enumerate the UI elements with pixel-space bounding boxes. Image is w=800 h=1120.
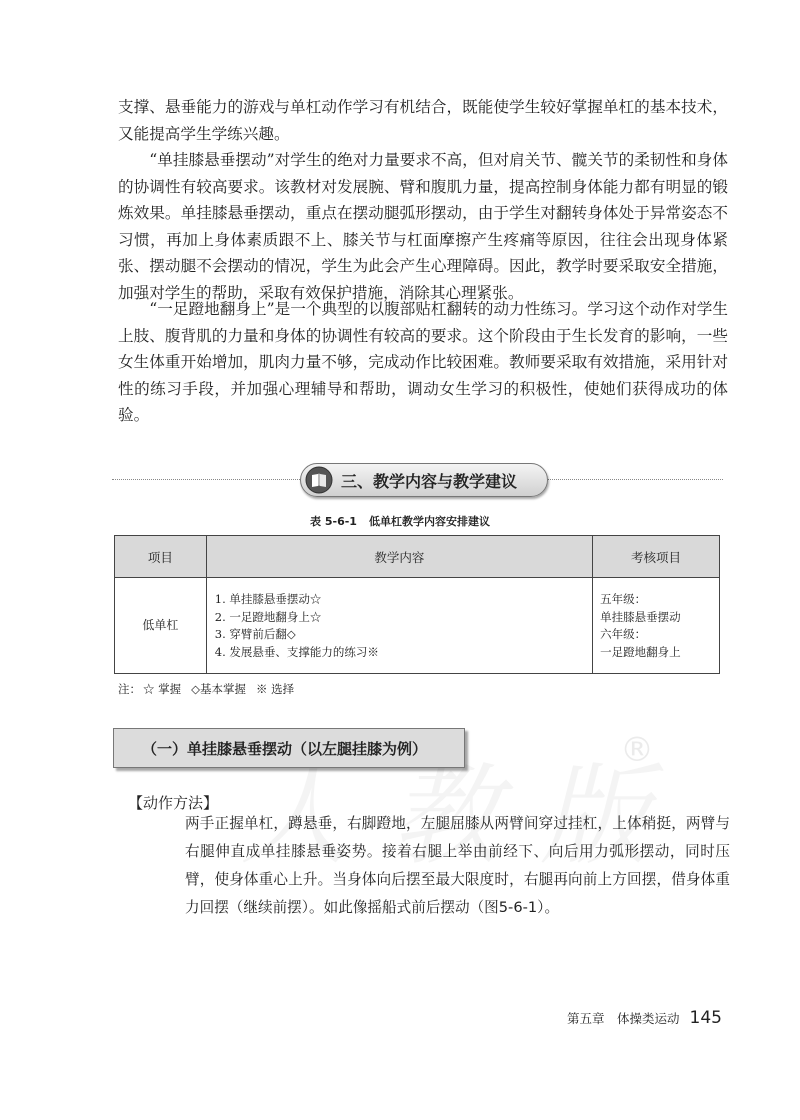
teaching-content-table: [114, 535, 720, 674]
assessment-line: 六年级：: [600, 627, 647, 641]
method-text: [185, 810, 730, 922]
header-assessment: 考核项目: [593, 536, 720, 578]
book-icon: [305, 466, 333, 494]
table-header-row: [115, 536, 720, 578]
method-body: 两手正握单杠，蹲悬垂，右脚蹬地，左腿屈膝从两臂间穿过挂杠，上体稍挺，两臂与右腿伸直成单挂膝悬垂姿势。接着右腿上举由前经下、向后用力弧形摆动，同时压臂，使身体重心上升。当身体向后摆至最大限度时，右腿再向前上方回摆，借身体重力回摆（继续前摆）。如此像摇船式前后摆动（图5-6-1）。: [185, 815, 730, 916]
content-cell: [206, 578, 592, 674]
content-list-item: 4. 发展悬垂、支撑能力的练习※: [214, 644, 379, 659]
method-heading: 【动作方法】: [128, 794, 219, 812]
divider-right: [545, 479, 723, 480]
table-caption-title: 低单杠教学内容安排建议: [368, 515, 490, 528]
header-content: 教学内容: [206, 536, 592, 578]
kick-up-paragraph: “一足蹬地翻身上”是一个典型的以腹部贴杠翻转的动力性练习。学习这个动作对学生上肢、腹背肌的力量和身体的协调性有较高的要求。这个阶段由于生长发育的影响，一些女生体重开始增加，肌肉力量不够，完成动作比较困难。教师要采取有效措施，采用针对性的练习手段，并加强心理辅导和帮助，调动女生学习的积极性，使她们获得成功的体验。: [118, 300, 728, 424]
table-row: [115, 578, 720, 674]
subsection-header: [113, 728, 465, 768]
assessment-line: 五年级：: [600, 592, 647, 606]
table-caption: [0, 513, 800, 529]
content-list-item: 2. 一足蹬地翻身上☆: [214, 609, 322, 624]
registered-mark: ®: [620, 730, 654, 770]
hang-swing-paragraph: “单挂膝悬垂摆动”对学生的绝对力量要求不高，但对肩关节、髋关节的柔韧性和身体的协调性有较高要求。该教材对发展腕、臂和腹肌力量，提高控制身体能力都有明显的锻炼效果。单挂膝悬垂摆动，重点在摆动腿弧形摆动，由于学生对翻转身体处于异常姿态不习惯，再加上身体素质跟不上、膝关节与杠面摩擦产生疼痛等原因，往往会出现身体紧张、摆动腿不会摆动的情况，学生为此会产生心理障碍。因此，教学时要采取安全措施，加强对学生的帮助，采取有效保护措施，消除其心理紧张。: [118, 151, 728, 302]
header-item: 项目: [115, 536, 207, 578]
assessment-cell: [593, 578, 720, 674]
table-note: [118, 681, 304, 697]
note-prefix: 注：: [118, 682, 141, 696]
divider-left: [112, 479, 302, 480]
page-footer: [567, 1008, 722, 1028]
note-item: ※ 选择: [256, 682, 295, 696]
page-number: 145: [689, 1008, 722, 1028]
content-list-item: 1. 单挂膝悬垂摆动☆: [214, 592, 322, 606]
note-item: ☆ 掌握: [143, 682, 182, 696]
intro-paragraph: 支撑、悬垂能力的游戏与单杠动作学习有机结合，既能使学生较好掌握单杠的基本技术，又能提高学生学练兴趣。: [118, 98, 728, 143]
content-list-item: 3. 穿臂前后翻◇: [214, 627, 296, 641]
assessment-line: 一足蹬地翻身上: [600, 644, 681, 659]
subsection-title: （一）单挂膝悬垂摆动（以左腿挂膝为例）: [142, 740, 428, 758]
section-title: 三、教学内容与教学建议: [341, 472, 518, 491]
item-cell: 低单杠: [115, 578, 207, 674]
note-item: ◇基本掌握: [191, 682, 246, 696]
table-caption-number: 表 5-6-1: [310, 515, 357, 528]
assessment-line: 单挂膝悬垂摆动: [600, 609, 681, 624]
section-header: [300, 463, 548, 497]
footer-chapter: 第五章 体操类运动: [567, 1011, 680, 1026]
